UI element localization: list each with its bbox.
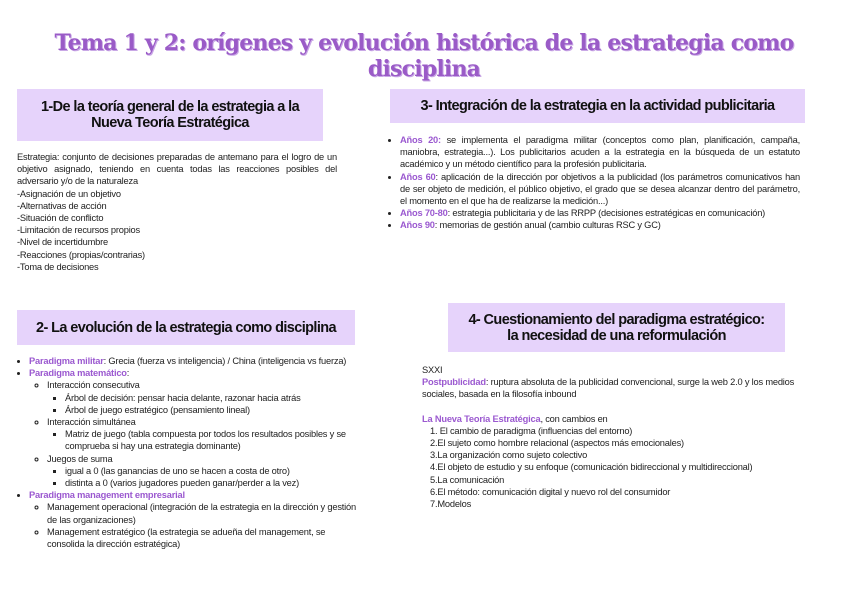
section-3-body	[388, 134, 800, 232]
section-1-heading	[17, 89, 323, 141]
text: se implementa el paradigma militar (conceptos como plan, planificación, campaña, maniobra, estrategia...). Los publicitarios acuden a la estrategia en la búsqueda de un estatuto académico y un método científico para la profesión publicitaria.	[400, 135, 800, 170]
heading-line: la necesidad de una reformulación	[507, 327, 726, 344]
section-1-body	[17, 151, 337, 273]
list-item: ▪ igual a 0 (las ganancias de uno se hacen a costa de otro)	[65, 465, 357, 477]
label: Juegos de suma	[47, 453, 113, 464]
label: Paradigma management empresarial	[29, 490, 185, 501]
list-item: ▪ Árbol de juego estratégico (pensamiento lineal)	[65, 404, 357, 416]
list-item: 7.Modelos	[430, 499, 472, 510]
list-item: 3.La organización como sujeto colectivo	[430, 450, 588, 461]
text: : Grecia (fuerza vs inteligencia) / China (inteligencia vs fuerza)	[103, 356, 347, 366]
list-item	[29, 367, 357, 489]
list-item: -Reacciones (propias/contrarias)	[17, 249, 145, 260]
list-item: -Nivel de incertidumbre	[17, 237, 108, 248]
page-title: Tema 1 y 2: orígenes y evolución histórica de la estrategia como disciplina	[54, 30, 794, 82]
label: Interacción consecutiva	[47, 380, 140, 391]
text: : ruptura absoluta de la publicidad convencional, surge la web 2.0 y los medios sociales, basada en la filosofía inbound	[422, 377, 795, 400]
list-item	[47, 379, 357, 416]
list-item: ◦ Management estratégico (la estrategia se adueña del management, se consolida la dirección estratégica)	[47, 526, 357, 550]
list-item	[47, 416, 357, 453]
sub-list	[47, 392, 357, 416]
heading-line: 4- Cuestionamiento del paradigma estratégico:	[468, 311, 765, 328]
label: La Nueva Teoría Estratégica	[422, 413, 541, 424]
list-item	[400, 219, 800, 231]
heading-line: Nueva Teoría Estratégica	[91, 115, 249, 131]
list-item: -Situación de conflicto	[17, 213, 104, 224]
section-4-body	[422, 364, 817, 510]
label: Paradigma militar	[29, 356, 104, 366]
label: Postpublicidad	[422, 377, 486, 388]
label: Años 60	[400, 171, 436, 182]
list-item: -Alternativas de acción	[17, 200, 107, 211]
list-item: 1. El cambio de paradigma (influencias del entorno)	[430, 425, 633, 436]
sub-list	[47, 465, 357, 489]
text: : memorias de gestión anual (cambio culturas RSC y GC)	[434, 220, 661, 231]
list-item	[400, 207, 800, 219]
list-item: -Limitación de recursos propios	[17, 225, 140, 236]
label: Años 20:	[400, 135, 441, 145]
definition: Estrategia: conjunto de decisiones preparadas de antemano para el logro de un objetivo asignado, teniendo en cuenta todas las reacciones posibles del adversario y/o de la naturaleza	[17, 152, 337, 187]
list-item	[29, 355, 357, 367]
label: Años 90	[400, 220, 435, 231]
section-3-heading: 3- Integración de la estrategia en la actividad publicitaria	[390, 89, 805, 123]
section-2-heading: 2- La evolución de la estrategia como disciplina	[17, 310, 355, 345]
text: : aplicación de la dirección por objetivos a la publicidad (los parámetros comunicativos han de ser objeto de medición, el público objetivo, el grado que se desea alcanzar dentro del parámetro, el momento en el que ha de realizarse la medición...)	[400, 171, 800, 207]
list-item: 2.El sujeto como hombre relacional (aspectos más emocionales)	[430, 438, 684, 449]
list-item	[47, 453, 357, 490]
list-item: 6.El método: comunicación digital y nuevo rol del consumidor	[430, 486, 671, 497]
century: SXXI	[422, 365, 443, 375]
section-2-body	[17, 355, 357, 550]
list-item: ▪ Árbol de decisión: pensar hacia delante, razonar hacia atrás	[65, 392, 357, 404]
list-item	[400, 171, 800, 208]
text: : estrategia publicitaria y de las RRPP (decisiones estratégicas en comunicación)	[447, 208, 766, 219]
list-item: ▪ distinta a 0 (varios jugadores pueden ganar/perder a la vez)	[65, 477, 357, 489]
text: :	[126, 368, 130, 379]
label: Paradigma matemático	[29, 368, 127, 379]
section-4-heading	[448, 303, 785, 352]
list-item: 5.La comunicación	[430, 474, 505, 485]
list-item: 4.El objeto de estudio y su enfoque (comunicación bidireccional y multidireccional)	[430, 462, 753, 473]
list-item	[400, 134, 800, 171]
list-item	[29, 489, 357, 550]
label: Interacción simultánea	[47, 417, 136, 428]
list-item: ▪ Matriz de juego (tabla compuesta por todos los resultados posibles y se comprueba si hay una estrategia dominante)	[65, 428, 357, 452]
label: Años 70-80	[400, 208, 448, 219]
list-item: ◦ Management operacional (integración de la estrategia en la dirección y gestión de las organizaciones)	[47, 501, 357, 525]
heading-line: 1-De la teoría general de la estrategia a la	[40, 99, 300, 115]
list-item: -Toma de decisiones	[17, 261, 99, 272]
sub-list	[47, 428, 357, 452]
list-item: -Asignación de un objetivo	[17, 188, 121, 199]
text: , con cambios en	[540, 413, 608, 424]
